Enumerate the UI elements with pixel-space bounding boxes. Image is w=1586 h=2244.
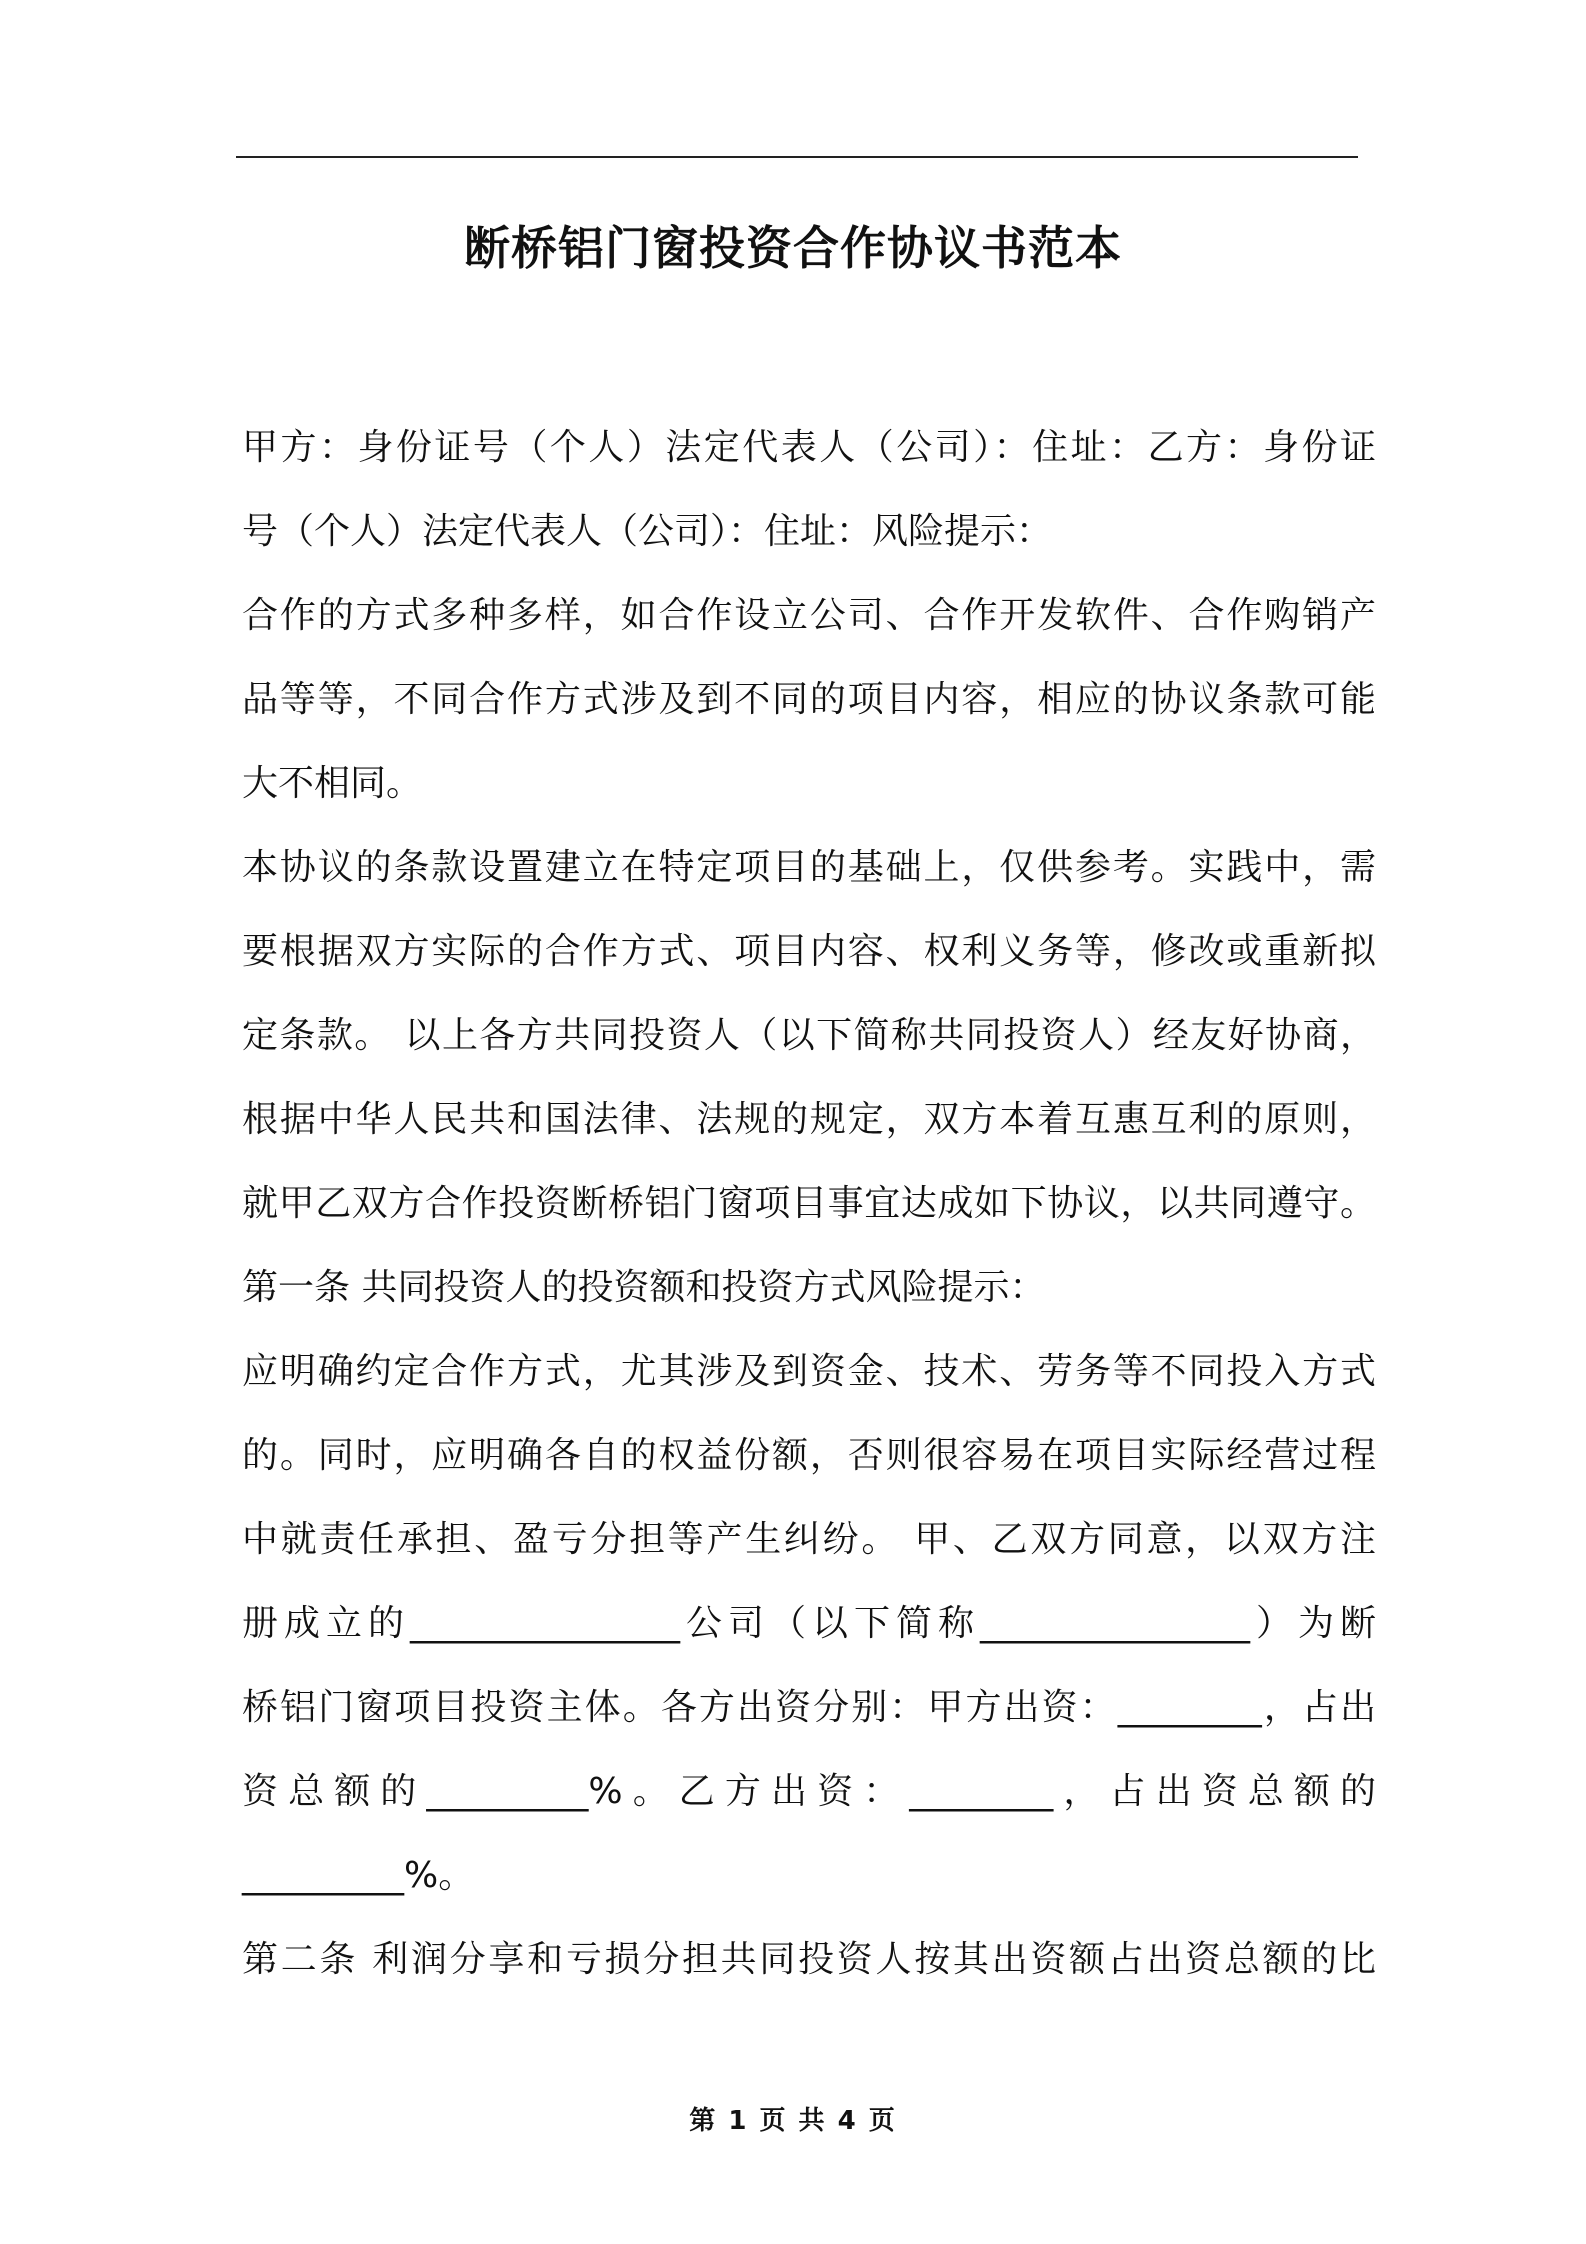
body-line: 本协议的条款设置建立在特定项目的基础上，仅供参考。实践中，需 bbox=[242, 847, 1376, 888]
body-line: 大不相同。 bbox=[242, 763, 423, 804]
body-line: 桥铝门窗项目投资主体。各方出资分别：甲方出资：________，占出 bbox=[242, 1687, 1376, 1728]
body-line: 号（个人）法定代表人（公司）：住址：风险提示： bbox=[242, 511, 1053, 552]
body-line: 合作的方式多种多样，如合作设立公司、合作开发软件、合作购销产 bbox=[242, 595, 1376, 636]
document-title: 断桥铝门窗投资合作协议书范本 bbox=[464, 221, 1122, 275]
body-line: 根据中华人民共和国法律、法规的规定，双方本着互惠互利的原则， bbox=[242, 1099, 1376, 1140]
body-line: 应明确约定合作方式，尤其涉及到资金、技术、劳务等不同投入方式 bbox=[242, 1351, 1376, 1392]
body-line: 册成立的_______________公司（以下简称_______________）为断 bbox=[242, 1603, 1376, 1644]
article-heading: 第二条 利润分享和亏损分担共同投资人按其出资额占出资总额的比 bbox=[242, 1939, 1376, 1980]
body-line: 中就责任承担、盈亏分担等产生纠纷。 甲、乙双方同意，以双方注 bbox=[242, 1519, 1376, 1560]
body-line: 要根据双方实际的合作方式、项目内容、权利义务等，修改或重新拟 bbox=[242, 931, 1376, 972]
body-line: 定条款。 以上各方共同投资人（以下简称共同投资人）经友好协商， bbox=[242, 1015, 1376, 1056]
body-line: 就甲乙双方合作投资断桥铝门窗项目事宜达成如下协议，以共同遵守。 bbox=[242, 1183, 1376, 1224]
header-rule bbox=[236, 156, 1358, 158]
page-number: 第 1 页 共 4 页 bbox=[689, 2106, 897, 2136]
body-line: 的。同时，应明确各自的权益份额，否则很容易在项目实际经营过程 bbox=[242, 1435, 1376, 1476]
body-line: 品等等，不同合作方式涉及到不同的项目内容，相应的协议条款可能 bbox=[242, 679, 1376, 720]
document-body bbox=[242, 406, 1376, 2002]
body-line: 甲方：身份证号（个人）法定代表人（公司）：住址：乙方：身份证 bbox=[242, 427, 1376, 468]
article-heading: 第一条 共同投资人的投资额和投资方式风险提示： bbox=[242, 1267, 1046, 1308]
body-line: _________%。 bbox=[242, 1855, 475, 1896]
body-line: 资总额的_________%。乙方出资：________，占出资总额的 bbox=[242, 1771, 1376, 1812]
